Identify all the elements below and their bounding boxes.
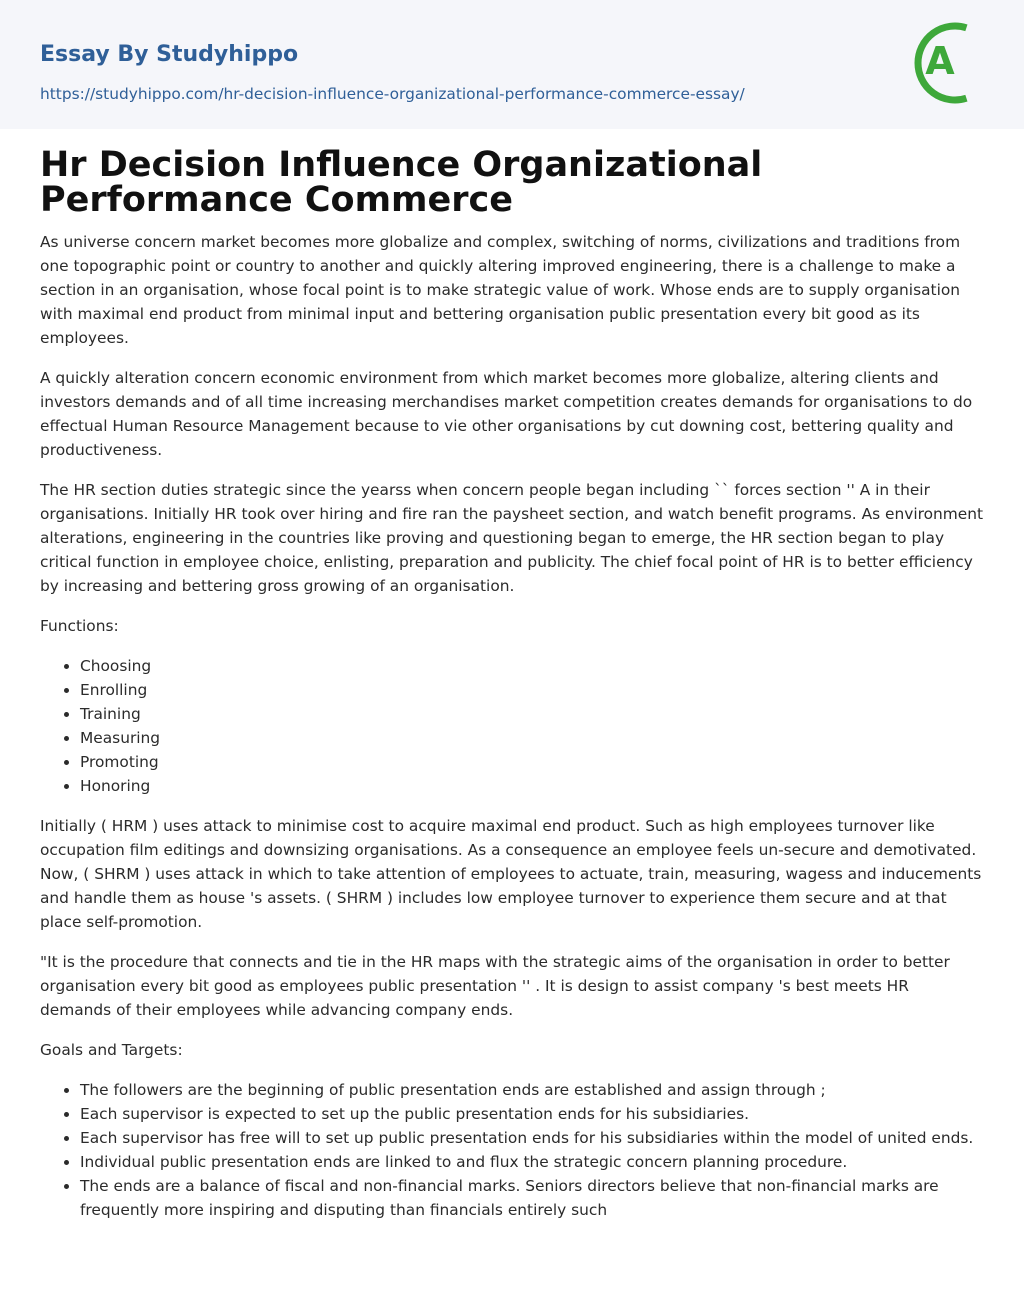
source-url-link[interactable]: https://studyhippo.com/hr-decision-influence-organizational-performance-commerce-essay/: [40, 85, 745, 103]
logo-letter: A: [925, 39, 955, 83]
article-paragraph: As universe concern market becomes more globalize and complex, switching of norms, civilizations and traditions from one topographic point or country to another and quickly altering improved engineering, there is a challenge to make a section in an organisation, whose focal point is to make strategic value of work. Whose ends are to supply organisation with maximal end product from minimal input and bettering organisation public presentation every bit good as its employees.: [40, 233, 961, 347]
studyhippo-logo-icon[interactable]: [912, 18, 988, 108]
article-paragraph: A quickly alteration concern economic environment from which market becomes more globalize, altering clients and investors demands and of all time increasing merchandises market competition creates demands for organisations to do effectual Human Resource Management because to vie other organisations by cut downing cost, bettering quality and productiveness.: [40, 369, 973, 459]
list-item: • The ends are a balance of fiscal and non-financial marks. Seniors directors believe that non-financial marks are frequently more inspiring and disputing than financials entirely such: [80, 1174, 984, 1222]
article-title: Hr Decision Influence Organizational Performance Commerce: [40, 145, 763, 220]
article-paragraph: Initially ( HRM ) uses attack to minimise cost to acquire maximal end product. Such as high employees turnover like occupation film editings and downsizing organisations. As a consequence an employee feels un-secure and demotivated. Now, ( SHRM ) uses attack in which to take attention of employees to actuate, train, measuring, wagess and inducements and handle them as house 's assets. ( SHRM ) includes low employee turnover to experience them secure and at that place self-promotion.: [40, 817, 982, 931]
site-header: [0, 0, 1024, 129]
list-item: • Honoring: [80, 774, 984, 798]
site-brand[interactable]: Essay By Studyhippo: [40, 42, 299, 67]
article-paragraph: The HR section duties strategic since the yearss when concern people began including `` forces section '' A in their organisations. Initially HR took over hiring and fire ran the paysheet section, and watch benefit programs. As environment alterations, engineering in the countries like proving and questioning began to emerge, the HR section began to play critical function in employee choice, enlisting, preparation and publicity. The chief focal point of HR is to better efficiency by increasing and bettering gross growing of an organisation.: [40, 481, 984, 595]
list-item: • Individual public presentation ends are linked to and flux the strategic concern planning procedure.: [80, 1150, 984, 1174]
list-item: • Each supervisor is expected to set up the public presentation ends for his subsidiaries.: [80, 1102, 984, 1126]
list-item: • Choosing: [80, 654, 984, 678]
article-content: [0, 145, 1024, 1222]
list-item: • Promoting: [80, 750, 984, 774]
functions-heading: Functions:: [40, 617, 119, 635]
list-item: • Measuring: [80, 726, 984, 750]
goals-list: [40, 1078, 984, 1222]
list-item: • Each supervisor has free will to set up public presentation ends for his subsidiaries within the model of united ends.: [80, 1126, 984, 1150]
list-item: • Training: [80, 702, 984, 726]
functions-list: [40, 654, 984, 798]
list-item: • Enrolling: [80, 678, 984, 702]
article-paragraph: "It is the procedure that connects and tie in the HR maps with the strategic aims of the organisation in order to better organisation every bit good as employees public presentation '' . It is design to assist company 's best meets HR demands of their employees while advancing company ends.: [40, 953, 950, 1019]
list-item: • The followers are the beginning of public presentation ends are established and assign through ;: [80, 1078, 984, 1102]
goals-heading: Goals and Targets:: [40, 1041, 183, 1059]
